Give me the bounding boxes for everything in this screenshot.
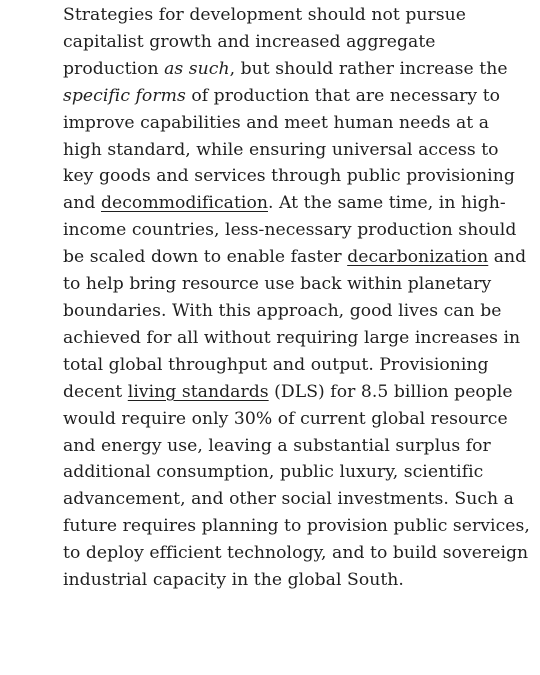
text-segment: Strategies for development should not pursue capitalist growth and increased aggregate production xyxy=(63,5,466,79)
link-living-standards[interactable]: living standards xyxy=(127,381,269,402)
text-segment: (DLS) for 8.5 billion people would require only 30% of current global resource and energy use, leaving a substantial surplus for additional consumption, public luxury, scientific advancement, and other social investments. Such a future requires planning to provision public services, to deploy efficient technology, and to build sovereign industrial capacity in the global South. xyxy=(63,381,530,591)
article-paragraph xyxy=(63,2,533,594)
text-segment: , but should rather increase the xyxy=(229,58,508,79)
emphasis-as-such: as such xyxy=(164,58,230,79)
text-segment: of production that are necessary to improve capabilities and meet human needs at a high standard, while ensuring universal access to key goods and services through public provisioning and xyxy=(63,85,515,214)
text-segment: . At the same time, in high-income countries, less-necessary production should be scaled down to enable faster xyxy=(63,193,517,268)
article-body xyxy=(63,2,533,594)
link-decommodification[interactable]: decommodification xyxy=(100,193,268,214)
text-segment: and to help bring resource use back within planetary boundaries. With this approach, good lives can be achieved for all without requiring large increases in total global throughput and output. Provisioning decent xyxy=(63,247,527,402)
emphasis-specific-forms: specific forms xyxy=(63,85,186,106)
link-decarbonization[interactable]: decarbonization xyxy=(347,247,489,268)
